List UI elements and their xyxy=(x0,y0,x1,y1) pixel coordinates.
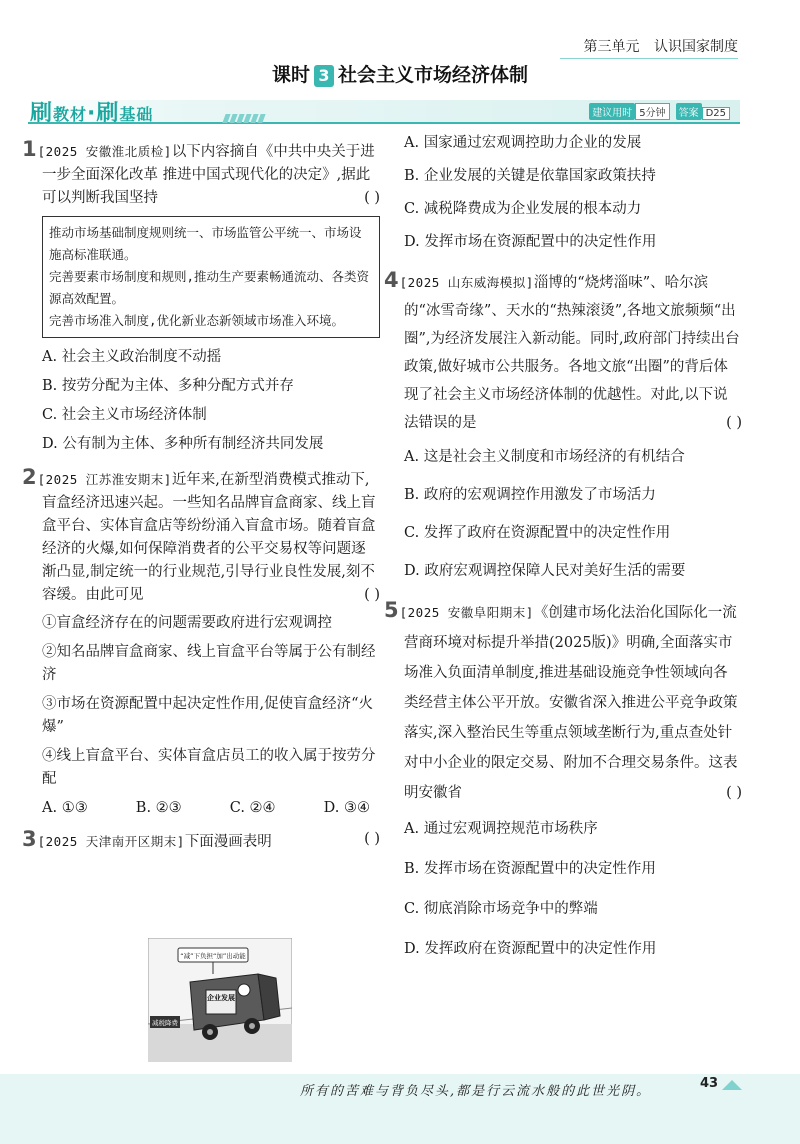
q4-stem xyxy=(384,266,742,437)
page-number: 43 xyxy=(700,1076,719,1091)
q4-option-d[interactable]: D. 政府宏观调控保障人民对美好生活的需要 xyxy=(404,563,686,579)
banner-dot: · xyxy=(87,101,97,126)
q5-answer-paren: ( ) xyxy=(726,785,742,801)
banner-meta xyxy=(589,103,736,120)
q5-option-a[interactable]: A. 通过宏观调控规范市场秩序 xyxy=(404,821,598,837)
q2-stem xyxy=(22,465,380,607)
q1-answer-paren: ( ) xyxy=(364,190,380,206)
q4-stem-text: 淄博的“烧烤淄味”、哈尔滨的“冰雪奇缘”、天水的“热辣滚烫”,各地文旅频频“出圈”,为经济发展注入新动能。同时,政府部门持续出台政策,做好城市公共服务。各地文旅“出圈”的背后体现了社会主义市场经济体制的优越性。对此,以下说法错误的是 xyxy=(404,275,740,431)
lesson-title-text: 社会主义市场经济体制 xyxy=(338,64,529,86)
header-divider xyxy=(560,58,738,59)
q1-quote-box xyxy=(42,216,380,338)
q1-quote-line: 完善要素市场制度和规则,推动生产要素畅通流动、各类资源高效配置。 xyxy=(49,269,370,306)
q2-statement: ③市场在资源配置中起决定性作用,促使盲盒经济“火爆” xyxy=(42,696,374,735)
q5-stem xyxy=(384,595,742,808)
q1-quote-line: 完善市场准入制度,优化新业态新领域市场准入环境。 xyxy=(49,313,345,328)
banner-word-1: 教材 xyxy=(53,105,88,124)
q2-statement: ④线上盲盒平台、实体盲盒店员工的收入属于按劳分配 xyxy=(42,748,376,787)
q4-option-b[interactable]: B. 政府的宏观调控作用激发了市场活力 xyxy=(404,487,656,503)
q3-option-d[interactable]: D. 发挥市场在资源配置中的决定性作用 xyxy=(404,234,657,250)
q4-number: 4 xyxy=(384,268,399,292)
q3-cartoon xyxy=(148,938,292,1062)
q1-stem-text: 以下内容摘自《中共中央关于进一步全面深化改革 推进中国式现代化的决定》,据此可以判断我国坚持 xyxy=(42,144,375,206)
question-3 xyxy=(22,827,380,854)
q2-option-d[interactable]: D. ③④ xyxy=(323,800,370,816)
q1-option-a[interactable]: A. 社会主义政治制度不动摇 xyxy=(42,349,222,365)
q3-answer-paren: ( ) xyxy=(364,831,380,847)
q3-stem xyxy=(22,827,380,854)
q1-option-b[interactable]: B. 按劳分配为主体、多种分配方式并存 xyxy=(42,378,294,394)
banner-word-2: 基础 xyxy=(119,105,154,124)
q1-number: 1 xyxy=(22,137,37,161)
unit-title: 认识国家制度 xyxy=(654,39,738,55)
q1-quote-line: 推动市场基础制度规则统一、市场监管公平统一、市场设施高标准联通。 xyxy=(49,225,362,262)
q5-number: 5 xyxy=(384,598,399,622)
q2-option-a[interactable]: A. ①③ xyxy=(42,800,88,816)
cartoon-illustration xyxy=(148,938,292,1062)
q2-answer-paren: ( ) xyxy=(364,587,380,603)
q4-option-a[interactable]: A. 这是社会主义制度和市场经济的有机结合 xyxy=(404,449,685,465)
q3-stem-text: 下面漫画表明 xyxy=(184,834,272,850)
q2-option-b[interactable]: B. ②③ xyxy=(135,800,182,816)
cartoon-sign: “减”下负担“加”出动能 xyxy=(180,952,246,960)
question-4 xyxy=(384,266,742,585)
answer-label: 答案 xyxy=(676,103,702,120)
q1-option-c[interactable]: C. 社会主义市场经济体制 xyxy=(42,407,207,423)
lesson-prefix: 课时 xyxy=(271,64,310,86)
banner-stripes xyxy=(224,108,266,127)
q3-option-b[interactable]: B. 企业发展的关键是依靠国家政策扶持 xyxy=(404,168,656,184)
q5-option-d[interactable]: D. 发挥政府在资源配置中的决定性作用 xyxy=(404,941,657,957)
q5-option-b[interactable]: B. 发挥市场在资源配置中的决定性作用 xyxy=(404,861,656,877)
page-corner-icon xyxy=(722,1080,742,1090)
q2-option-c[interactable]: C. ②④ xyxy=(229,800,276,816)
banner-char-2: 刷 xyxy=(96,101,120,126)
q5-option-c[interactable]: C. 彻底消除市场竞争中的弊端 xyxy=(404,901,598,917)
question-5 xyxy=(384,595,742,964)
q5-stem-text: 《创建市场化法治化国际化一流营商环境对标提升举措(2025版)》明确,全面落实市场准入负面清单制度,推进基础设施竞争性领域向各类经营主体公平开放。安徽省深入推进公平竞争政策落实,深入整治民生等重点领域垄断行为,重点查处针对中小企业的限定交易、附加不合理交易条件。这表明安徽省 xyxy=(404,605,738,801)
question-3-options xyxy=(404,132,742,254)
q3-option-a[interactable]: A. 国家通过宏观调控助力企业的发展 xyxy=(404,135,642,151)
left-column xyxy=(22,137,380,854)
time-label: 建议用时 xyxy=(589,103,635,120)
question-2 xyxy=(22,465,380,820)
banner-char-1: 刷 xyxy=(30,101,54,126)
time-value: 5分钟 xyxy=(635,103,669,120)
q4-source: [2025 山东威海模拟] xyxy=(399,275,534,290)
unit-label: 第三单元 xyxy=(583,39,640,55)
cartoon-block-label: 减税降费 xyxy=(152,1019,178,1027)
section-banner xyxy=(28,96,740,126)
q3-source: [2025 天津南开区期末] xyxy=(37,834,185,849)
q2-statement: ②知名品牌盲盒商家、线上盲盒平台等属于公有制经济 xyxy=(42,644,376,683)
q4-option-c[interactable]: C. 发挥了政府在资源配置中的决定性作用 xyxy=(404,525,671,541)
q4-answer-paren: ( ) xyxy=(726,415,742,431)
lesson-number-badge: 3 xyxy=(314,65,334,87)
lesson-title xyxy=(0,60,800,87)
unit-header xyxy=(574,36,738,56)
q3-option-c[interactable]: C. 减税降费成为企业发展的根本动力 xyxy=(404,201,642,217)
q2-source: [2025 江苏淮安期末] xyxy=(37,472,172,487)
q1-stem xyxy=(22,137,380,210)
question-1 xyxy=(22,137,380,456)
q3-number: 3 xyxy=(22,827,37,851)
q1-source: [2025 安徽淮北质检] xyxy=(37,144,172,159)
q2-options xyxy=(42,797,380,820)
right-column xyxy=(384,132,742,974)
footer-motto: 所有的苦难与背负尽头,都是行云流水般的此世光阴。 xyxy=(300,1084,652,1099)
q2-stem-text: 近年来,在新型消费模式推动下,盲盒经济迅速兴起。一些知名品牌盲盒商家、线上盲盒平台、实体盲盒店等纷纷涌入盲盒市场。随着盲盒经济的火爆,如何保障消费者的公平交易权等问题逐渐凸显,制定统一的行业规范,引导行业良性发展,刻不容缓。由此可见 xyxy=(42,472,376,603)
answer-page: D25 xyxy=(702,107,730,120)
q5-source: [2025 安徽阜阳期末] xyxy=(399,605,534,620)
q1-option-d[interactable]: D. 公有制为主体、多种所有制经济共同发展 xyxy=(42,436,324,452)
q2-number: 2 xyxy=(22,465,37,489)
banner-title xyxy=(30,96,153,127)
q2-statement: ①盲盒经济存在的问题需要政府进行宏观调控 xyxy=(42,615,332,631)
cartoon-truck-label: 企业发展 xyxy=(207,994,235,1002)
